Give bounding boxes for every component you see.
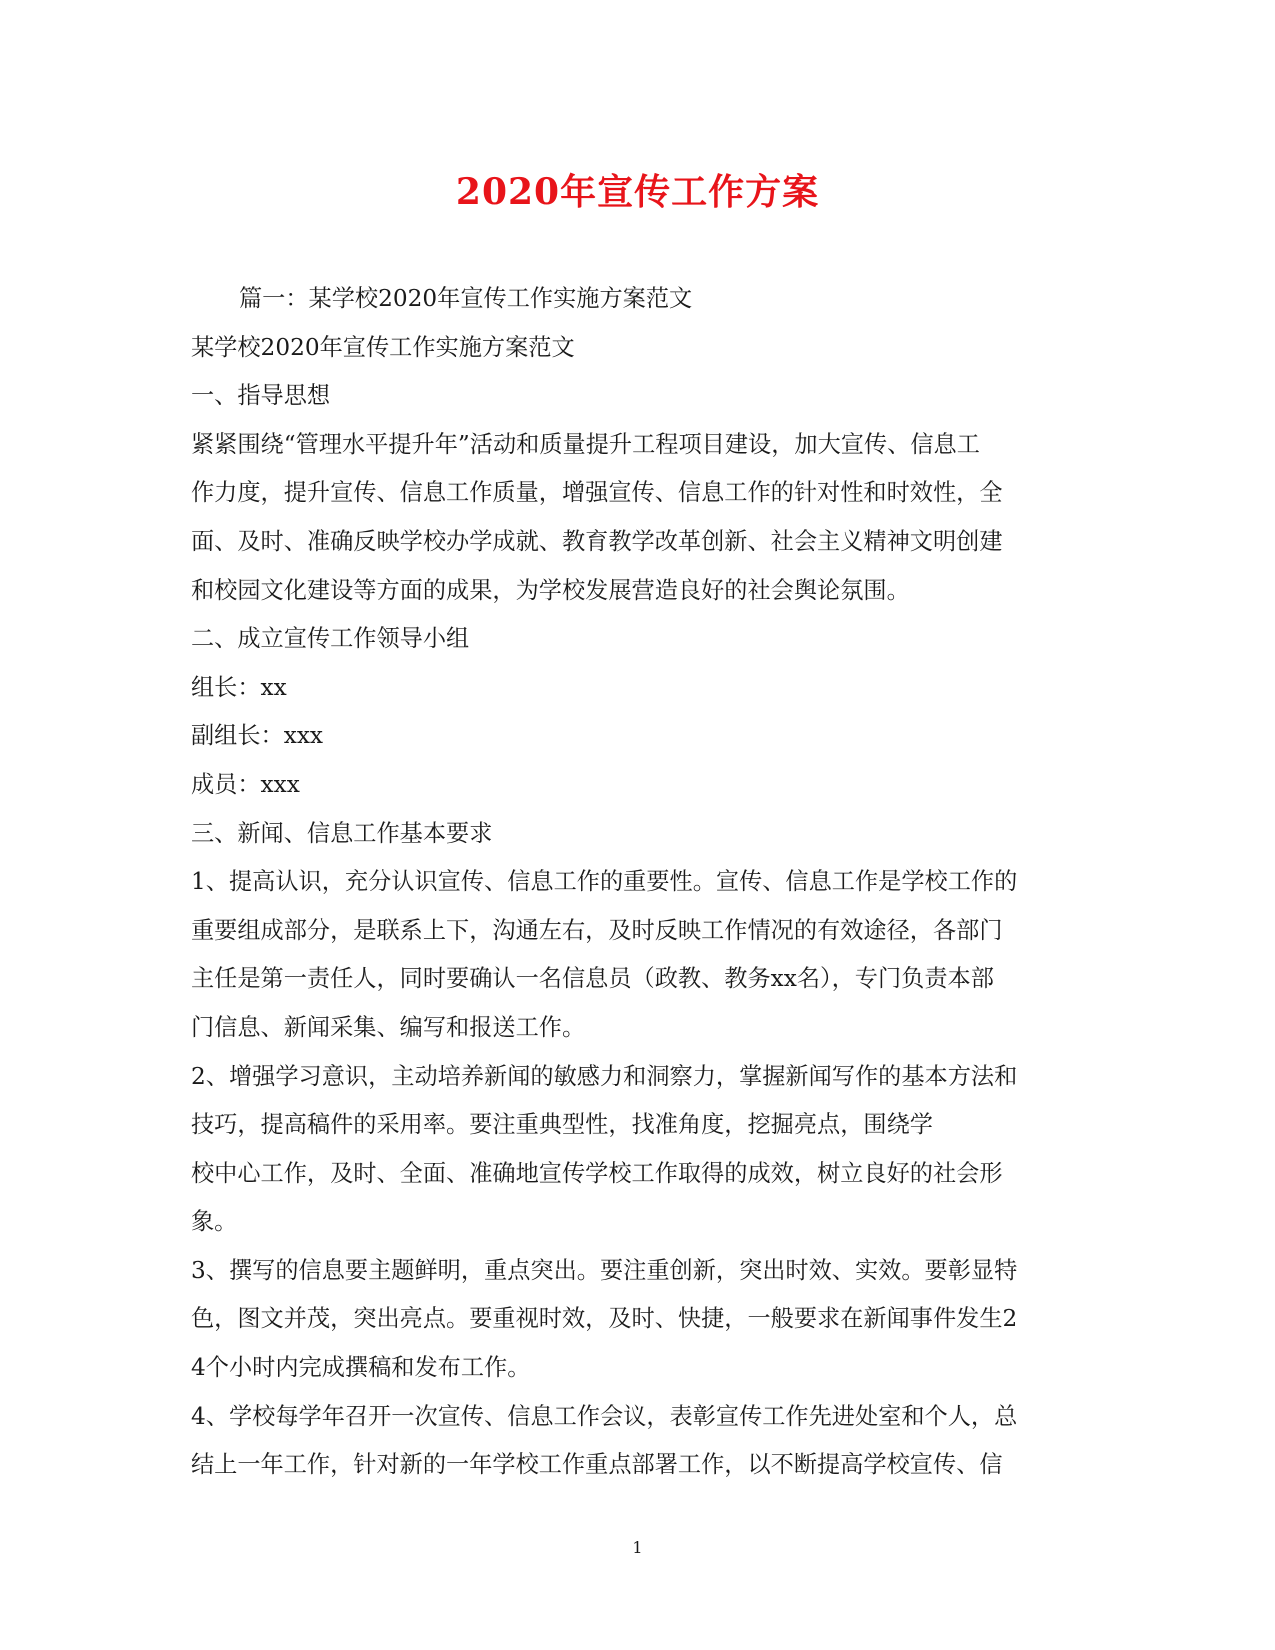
body-line: 1、提高认识，充分认识宣传、信息工作的重要性。宣传、信息工作是学校工作的	[191, 868, 1018, 896]
section-heading: 三、新闻、信息工作基本要求	[191, 819, 493, 847]
body-line: 紧紧围绕“管理水平提升年”活动和质量提升工程项目建设，加大宣传、信息工	[191, 430, 980, 458]
body-line: 副组长：xxx	[191, 722, 323, 750]
body-line: 色，图文并茂，突出亮点。要重视时效，及时、快捷，一般要求在新闻事件发生2	[191, 1305, 1018, 1333]
body-line: 校中心工作，及时、全面、准确地宣传学校工作取得的成效，树立良好的社会形	[191, 1159, 1003, 1187]
body-line: 3、撰写的信息要主题鲜明，重点突出。要注重创新，突出时效、实效。要彰显特	[191, 1256, 1018, 1284]
section-heading: 二、成立宣传工作领导小组	[191, 625, 470, 653]
body-line: 技巧，提高稿件的采用率。要注重典型性，找准角度，挖掘亮点，围绕学	[191, 1111, 933, 1139]
body-line: 4个小时内完成撰稿和发布工作。	[191, 1354, 531, 1382]
body-line: 主任是第一责任人，同时要确认一名信息员（政教、教务xx名），专门负责本部	[191, 965, 994, 993]
section-heading: 一、指导思想	[191, 382, 331, 410]
body-line: 重要组成部分，是联系上下，沟通左右，及时反映工作情况的有效途径，各部门	[191, 916, 1003, 944]
body-line: 作力度，提升宣传、信息工作质量，增强宣传、信息工作的针对性和时效性，全	[191, 479, 1003, 507]
body-line: 和校园文化建设等方面的成果，为学校发展营造良好的社会舆论氛围。	[191, 576, 910, 604]
body-line: 篇一：某学校2020年宣传工作实施方案范文	[239, 285, 693, 312]
body-line: 4、学校每学年召开一次宣传、信息工作会议，表彰宣传工作先进处室和个人，总	[191, 1402, 1018, 1430]
body-line: 组长：xx	[191, 673, 287, 701]
document-body	[191, 275, 1081, 1490]
body-line: 成员：xxx	[191, 770, 300, 798]
body-line: 2、增强学习意识，主动培养新闻的敏感力和洞察力，掌握新闻写作的基本方法和	[191, 1062, 1018, 1090]
body-line: 面、及时、准确反映学校办学成就、教育教学改革创新、社会主义精神文明创建	[191, 527, 1003, 555]
body-line: 结上一年工作，针对新的一年学校工作重点部署工作，以不断提高学校宣传、信	[191, 1451, 1003, 1479]
document-title: 2020年宣传工作方案	[455, 171, 820, 213]
page-number: 1	[632, 1538, 643, 1557]
body-line: 象。	[191, 1208, 238, 1236]
body-line: 门信息、新闻采集、编写和报送工作。	[191, 1013, 586, 1041]
body-line: 某学校2020年宣传工作实施方案范文	[191, 333, 575, 361]
